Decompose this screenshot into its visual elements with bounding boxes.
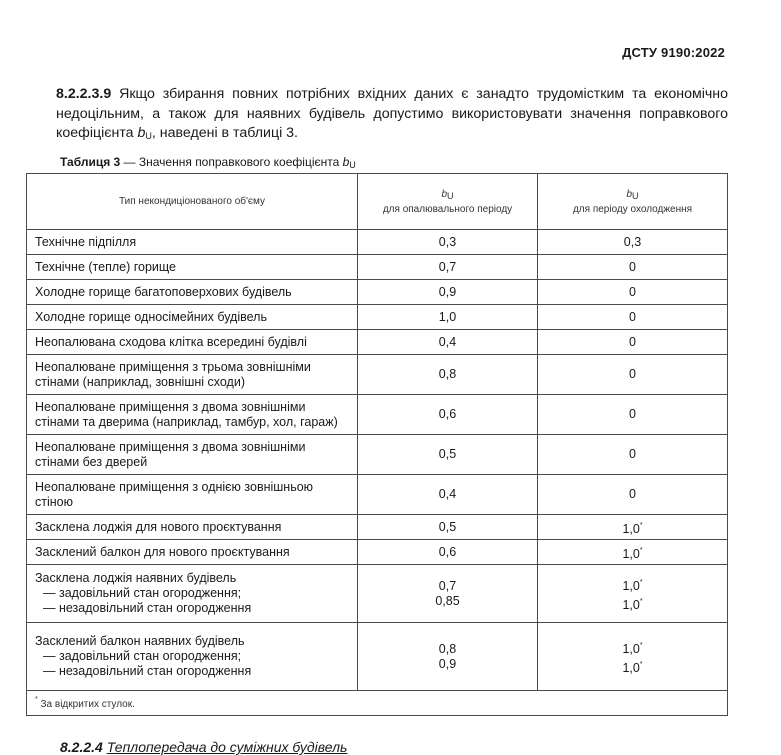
row-cooling-value: 0 — [538, 255, 728, 280]
footnote-mark: * — [639, 521, 643, 529]
row-cooling-value: 0 — [538, 475, 728, 515]
group-sub-unsatisfactory: — незадовільний стан огородження — [43, 601, 252, 615]
next-section-number: 8.2.2.4 — [60, 739, 103, 755]
row-cooling-value — [538, 515, 728, 540]
header-heating-text: для опалювального періоду — [382, 203, 513, 215]
header-cooling-sub: U — [632, 190, 639, 201]
table-footnote — [27, 691, 728, 716]
cooling-value-1: 1,0 — [622, 578, 640, 593]
table-row — [27, 355, 728, 395]
row-heating-value: 0,3 — [358, 230, 538, 255]
table-row — [27, 305, 728, 330]
heating-value-1: 0,8 — [438, 641, 457, 656]
caption-label: Таблиця 3 — [60, 155, 121, 169]
paragraph-symbol: b — [137, 125, 146, 141]
cooling-value: 1,0 — [622, 521, 640, 536]
group-sub-satisfactory: — задовільний стан огородження; — [43, 586, 242, 600]
row-type: Неопалювана сходова клітка всередині будівлі — [27, 330, 358, 355]
table-row — [27, 435, 728, 475]
heating-value-1: 0,7 — [438, 578, 457, 593]
row-heating-value: 0,8 — [358, 355, 538, 395]
group-sub-unsatisfactory: — незадовільний стан огородження — [43, 664, 252, 678]
group-title: Засклена лоджія наявних будівель — [35, 571, 237, 585]
row-cooling-value: 0 — [538, 330, 728, 355]
group-type — [27, 623, 358, 691]
group-type — [27, 565, 358, 623]
cooling-value-2: 1,0 — [622, 660, 640, 675]
table-row — [27, 330, 728, 355]
footnote-mark: * — [639, 546, 643, 554]
row-type: Неопалюване приміщення з трьома зовнішніми стінами (наприклад, зовнішні сходи) — [27, 355, 358, 395]
footnote-mark: * — [639, 660, 643, 668]
cooling-value-2: 1,0 — [622, 597, 640, 612]
coefficient-table — [26, 173, 728, 716]
row-type: Засклена лоджія для нового проєктування — [27, 515, 358, 540]
next-section-heading — [60, 739, 347, 755]
heating-value-2: 0,9 — [438, 656, 457, 671]
paragraph-text-before: Якщо збирання повних потрібних вхідних даних є занадто трудомістким та економічно недоцільним, а також для наявних будівель допустимо використовувати значення поправкового коефіцієнта — [56, 86, 728, 141]
table-group-row — [27, 565, 728, 623]
footnote-mark: * — [639, 578, 643, 586]
row-heating-value: 1,0 — [358, 305, 538, 330]
row-cooling-value: 0,3 — [538, 230, 728, 255]
row-type: Технічне (тепле) горище — [27, 255, 358, 280]
footnote-mark: * — [639, 597, 643, 605]
row-heating-value: 0,9 — [358, 280, 538, 305]
group-cooling-values — [538, 623, 728, 691]
next-section-title: Теплопередача до суміжних будівель — [106, 739, 348, 755]
paragraph-symbol-sub: U — [145, 131, 152, 141]
group-sub-satisfactory: — задовільний стан огородження; — [43, 649, 242, 663]
row-type: Неопалюване приміщення з двома зовнішніми стінами без дверей — [27, 435, 358, 475]
row-heating-value: 0,7 — [358, 255, 538, 280]
row-heating-value: 0,5 — [358, 515, 538, 540]
group-heating-values — [358, 565, 538, 623]
footnote-mark: * — [35, 696, 38, 703]
caption-symbol-sub: U — [349, 160, 356, 170]
paragraph-number: 8.2.2.3.9 — [56, 86, 112, 102]
row-type: Неопалюване приміщення з двома зовнішніми стінами та дверима (наприклад, тамбур, хол, гараж) — [27, 395, 358, 435]
row-type: Холодне горище односімейних будівель — [27, 305, 358, 330]
header-cooling-text: для періоду охолодження — [572, 203, 693, 215]
header-cooling-symbol: b — [626, 188, 633, 200]
row-cooling-value: 0 — [538, 280, 728, 305]
cooling-value: 1,0 — [622, 546, 640, 561]
row-heating-value: 0,6 — [358, 395, 538, 435]
heating-value-2: 0,85 — [435, 593, 460, 608]
table-row — [27, 255, 728, 280]
row-type: Засклений балкон для нового проєктування — [27, 540, 358, 565]
group-title: Засклений балкон наявних будівель — [35, 634, 245, 648]
footnote-mark: * — [639, 641, 643, 649]
table-row — [27, 475, 728, 515]
caption-symbol: b — [342, 155, 350, 169]
row-heating-value: 0,4 — [358, 330, 538, 355]
footnote-text: За відкритих стулок. — [37, 699, 135, 710]
header-cooling — [538, 174, 728, 230]
row-type: Технічне підпілля — [27, 230, 358, 255]
table-row — [27, 515, 728, 540]
table-footnote-row — [27, 691, 728, 716]
document-code: ДСТУ 9190:2022 — [622, 45, 725, 60]
table-row — [27, 230, 728, 255]
header-heating-sub: U — [447, 190, 454, 201]
table-caption — [60, 155, 356, 172]
row-heating-value: 0,5 — [358, 435, 538, 475]
header-heating — [358, 174, 538, 230]
table-row — [27, 540, 728, 565]
header-heating-symbol: b — [441, 188, 448, 200]
row-heating-value: 0,4 — [358, 475, 538, 515]
row-cooling-value: 0 — [538, 355, 728, 395]
paragraph-text-after: , наведені в таблиці 3. — [151, 125, 299, 141]
table-group-row — [27, 623, 728, 691]
row-cooling-value: 0 — [538, 395, 728, 435]
row-type: Холодне горище багатоповерхових будівель — [27, 280, 358, 305]
row-cooling-value — [538, 540, 728, 565]
row-heating-value: 0,6 — [358, 540, 538, 565]
caption-dash: — — [120, 155, 139, 169]
table-row — [27, 280, 728, 305]
group-cooling-values — [538, 565, 728, 623]
cooling-value-1: 1,0 — [622, 641, 640, 656]
table-row — [27, 395, 728, 435]
header-type: Тип некондиціонованого об'єму — [27, 174, 358, 230]
row-cooling-value: 0 — [538, 435, 728, 475]
row-cooling-value: 0 — [538, 305, 728, 330]
group-heating-values — [358, 623, 538, 691]
table-header-row — [27, 174, 728, 230]
row-type: Неопалюване приміщення з однією зовнішньою стіною — [27, 475, 358, 515]
caption-text: Значення поправкового коефіцієнта — [138, 155, 343, 169]
paragraph-8-2-2-3-9 — [56, 85, 728, 147]
